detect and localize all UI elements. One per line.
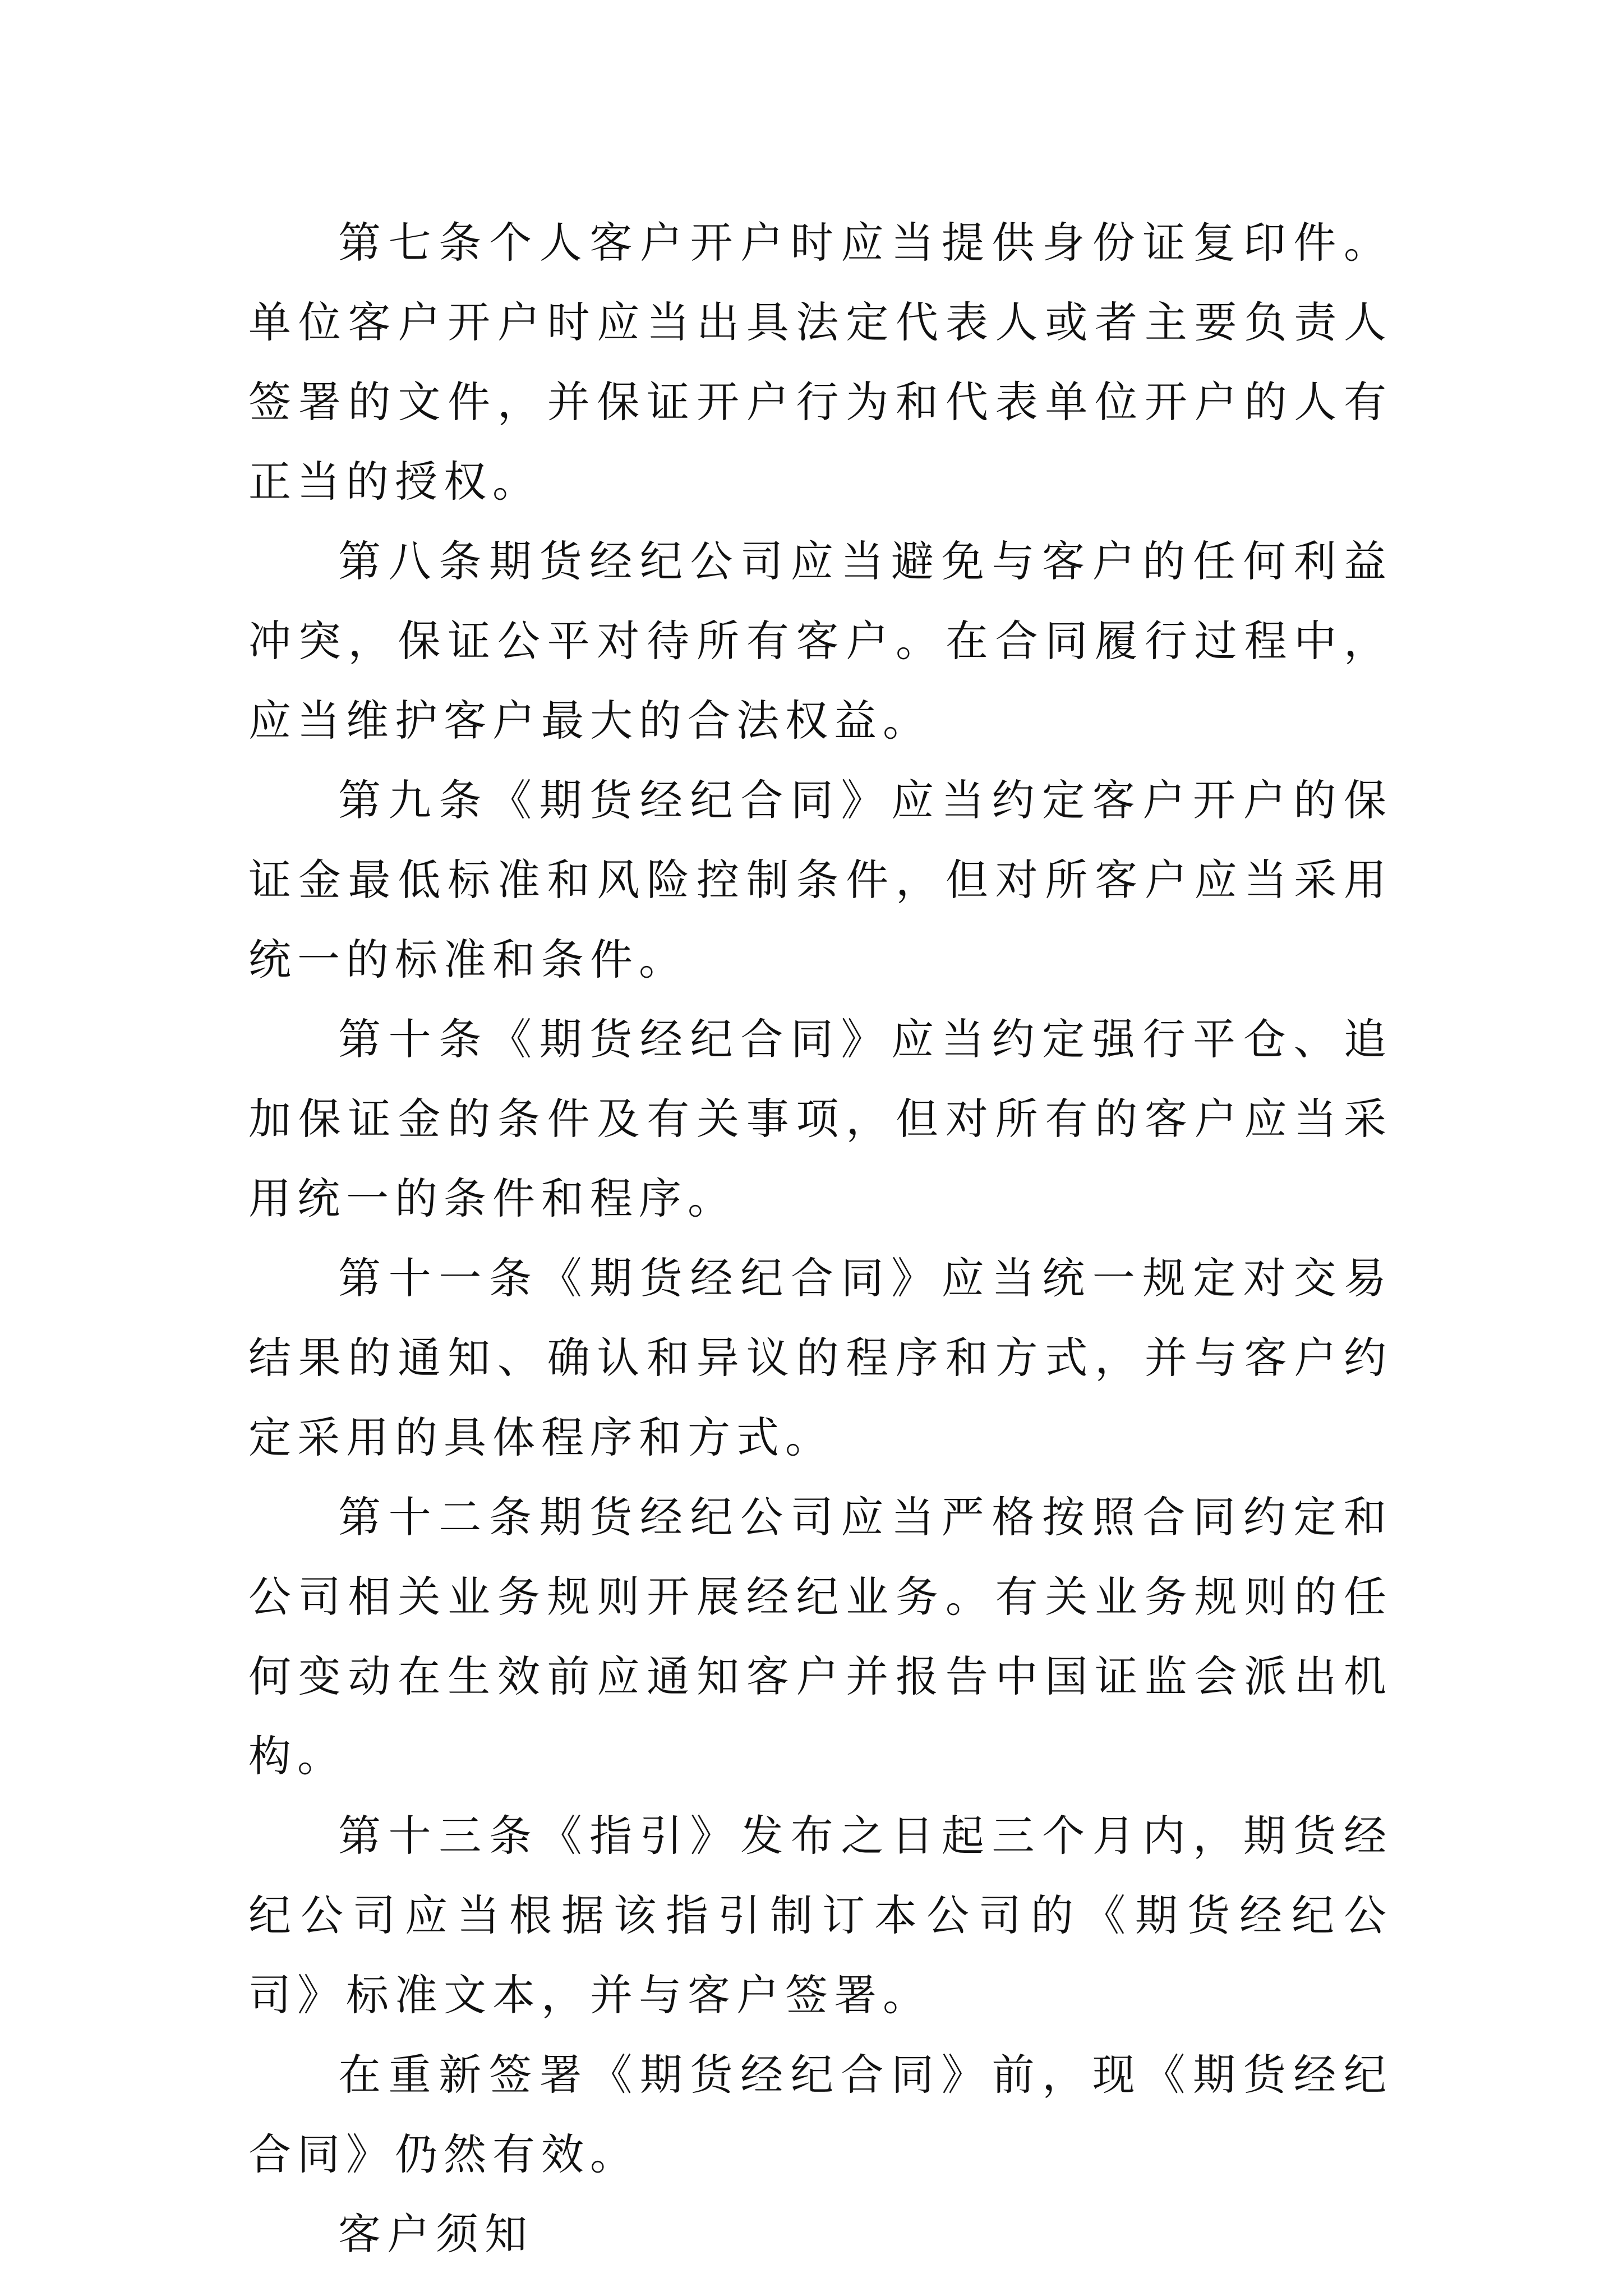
paragraph-article-11: 第十一条《期货经纪合同》应当统一规定对交易结果的通知、确认和异议的程序和方式，并与客户约定采用的具体程序和方式。	[248, 1253, 1393, 1462]
document-body	[248, 203, 1393, 2274]
paragraph-article-12: 第十二条期货经纪公司应当严格按照合同约定和公司相关业务规则开展经纪业务。有关业务规则的任何变动在生效前应通知客户并报告中国证监会派出机构。	[248, 1492, 1393, 1781]
paragraph-article-13: 第十三条《指引》发布之日起三个月内，期货经纪公司应当根据该指引制订本公司的《期货经纪公司》标准文本，并与客户签署。	[248, 1811, 1393, 2020]
paragraph-contract-validity: 在重新签署《期货经纪合同》前，现《期货经纪合同》仍然有效。	[248, 2050, 1393, 2179]
section-heading-customer-notice: 客户须知	[338, 2209, 533, 2259]
paragraph-article-7: 第七条个人客户开户时应当提供身份证复印件。单位客户开户时应当出具法定代表人或者主要负责人签署的文件，并保证开户行为和代表单位开户的人有正当的授权。	[248, 218, 1393, 507]
paragraph-article-10: 第十条《期货经纪合同》应当约定强行平仓、追加保证金的条件及有关事项，但对所有的客户应当采用统一的条件和程序。	[248, 1014, 1393, 1223]
paragraph-article-9: 第九条《期货经纪合同》应当约定客户开户的保证金最低标准和风险控制条件，但对所客户应当采用统一的标准和条件。	[248, 775, 1393, 984]
paragraph-article-8: 第八条期货经纪公司应当避免与客户的任何利益冲突，保证公平对待所有客户。在合同履行过程中，应当维护客户最大的合法权益。	[248, 536, 1393, 746]
